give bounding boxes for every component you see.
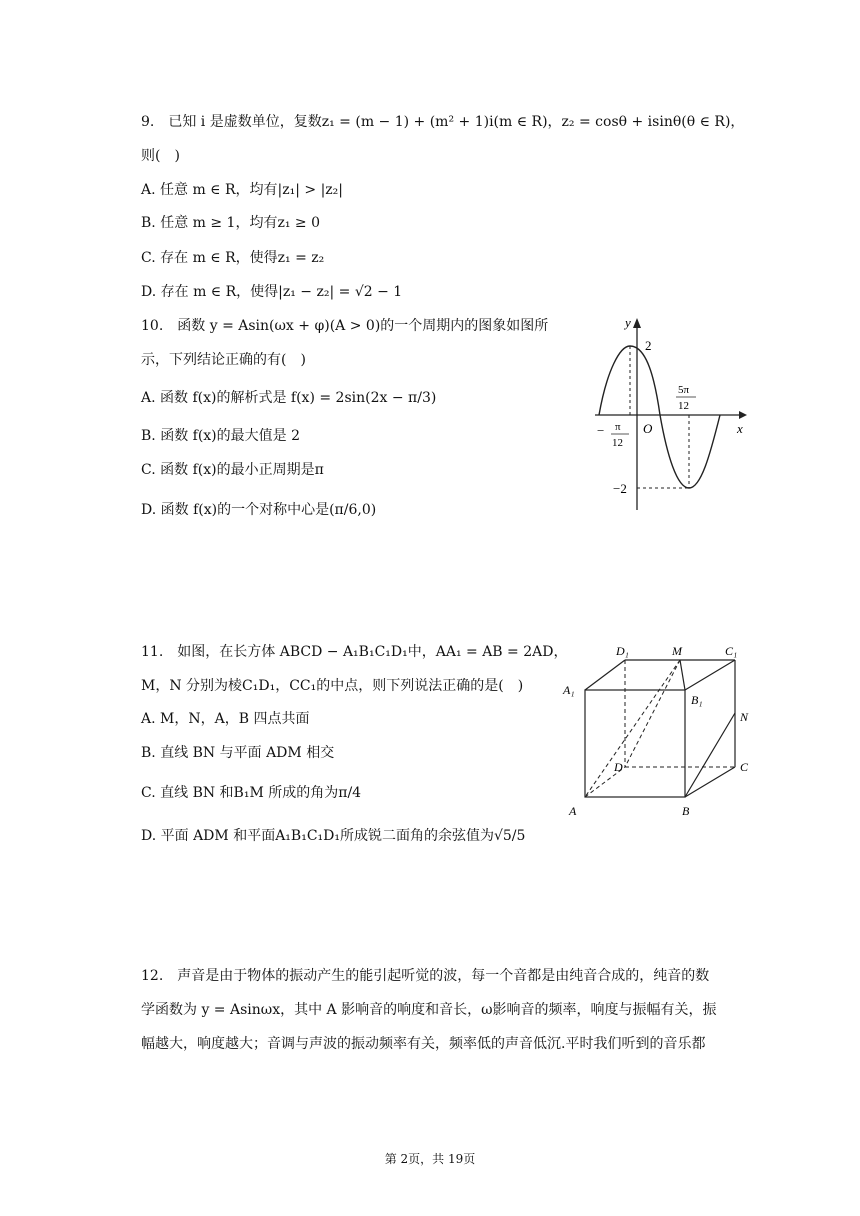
- segment-m-b1: [680, 660, 685, 690]
- q9-option-d: D. 存在 m ∈ R，使得|z₁ − z₂| = √2 − 1: [141, 284, 403, 300]
- label-b1: B₁: [691, 693, 703, 707]
- left-zero-numerator: π: [615, 421, 621, 433]
- edge-b-c: [685, 767, 735, 797]
- left-zero-sign: −: [597, 423, 605, 438]
- q10-option-b: B. 函数 f(x)的最大值是 2: [141, 428, 300, 444]
- y-axis-arrow-icon: [633, 318, 641, 328]
- segment-b-n: [685, 713, 735, 797]
- label-a1: A₁: [563, 683, 575, 697]
- dashed-segment-m-a: [585, 660, 680, 797]
- min-x-denominator: 12: [678, 400, 689, 412]
- label-d: D: [614, 760, 623, 774]
- q10-option-d: D. 函数 f(x)的一个对称中心是(π/6,0): [141, 502, 377, 518]
- q10-stem-line2: 示，下列结论正确的有( ): [141, 352, 306, 368]
- dashed-segment-m-d: [625, 660, 680, 767]
- min-value-label: −2: [613, 481, 627, 496]
- edge-b1-c1: [685, 660, 735, 690]
- label-n: N: [740, 710, 749, 724]
- q10-sine-graph: [585, 310, 760, 515]
- left-zero-denominator: 12: [612, 437, 623, 449]
- y-axis-label: y: [625, 315, 631, 330]
- label-b: B: [682, 804, 690, 818]
- q9-option-c: C. 存在 m ∈ R，使得z₁ = z₂: [141, 250, 325, 266]
- q9-stem-line1: 9. 已知 i 是虚数单位，复数z₁ = (m − 1) + (m² + 1)i(m ∈ R)，z₂ = cosθ + isinθ(θ ∈ R)，: [141, 114, 745, 130]
- q11-stem-line1: 11. 如图，在长方体 ABCD − A₁B₁C₁D₁中，AA₁ = AB = 2AD，: [141, 644, 568, 660]
- front-face: [585, 690, 685, 797]
- origin-label: O: [643, 421, 653, 436]
- page-footer: 第 2页，共 19页: [384, 1152, 476, 1166]
- q9-option-b: B. 任意 m ≥ 1，均有z₁ ≥ 0: [141, 215, 320, 231]
- q11-option-b: B. 直线 BN 与平面 ADM 相交: [141, 745, 335, 761]
- label-d1: D₁: [616, 644, 629, 658]
- min-x-numerator: 5π: [678, 384, 690, 396]
- label-m: M: [672, 644, 682, 658]
- q11-option-c: C. 直线 BN 和B₁M 所成的角为π/4: [141, 785, 362, 801]
- label-c1: C₁: [725, 644, 738, 658]
- edge-a1-d1: [585, 660, 625, 690]
- q12-line1: 12. 声音是由于物体的振动产生的能引起听觉的波，每一个音都是由纯音合成的，纯音的数: [141, 968, 710, 984]
- x-axis-label: x: [737, 421, 743, 436]
- q11-option-a: A. M，N，A，B 四点共面: [141, 711, 310, 727]
- q10-option-c: C. 函数 f(x)的最小正周期是π: [141, 462, 324, 478]
- sine-curve: [599, 346, 720, 488]
- q9-stem-line2: 则( ): [141, 148, 180, 164]
- q12-line2: 学函数为 y = Asinωx，其中 A 影响音的响度和音长，ω影响音的频率，响度与振幅有关，振: [141, 1002, 717, 1018]
- label-c: C: [740, 760, 749, 774]
- label-a: A: [569, 804, 577, 818]
- q10-stem-line1: 10. 函数 y = Asin(ωx + φ)(A > 0)的一个周期内的图象如图所: [141, 318, 549, 334]
- x-axis-arrow-icon: [739, 411, 747, 419]
- q11-stem-line2: M，N 分别为棱C₁D₁，CC₁的中点，则下列说法正确的是( ): [141, 678, 524, 694]
- max-value-label: 2: [645, 338, 652, 353]
- q10-option-a: A. 函数 f(x)的解析式是 f(x) = 2sin(2x − π/3): [141, 390, 437, 406]
- q11-cuboid-figure: [560, 640, 760, 820]
- q9-option-a: A. 任意 m ∈ R，均有|z₁| > |z₂|: [141, 182, 344, 198]
- q12-line3: 幅越大，响度越大；音调与声波的振动频率有关，频率低的声音低沉.平时我们听到的音乐都: [141, 1036, 706, 1052]
- q11-option-d: D. 平面 ADM 和平面A₁B₁C₁D₁所成锐二面角的余弦值为√5/5: [141, 828, 526, 844]
